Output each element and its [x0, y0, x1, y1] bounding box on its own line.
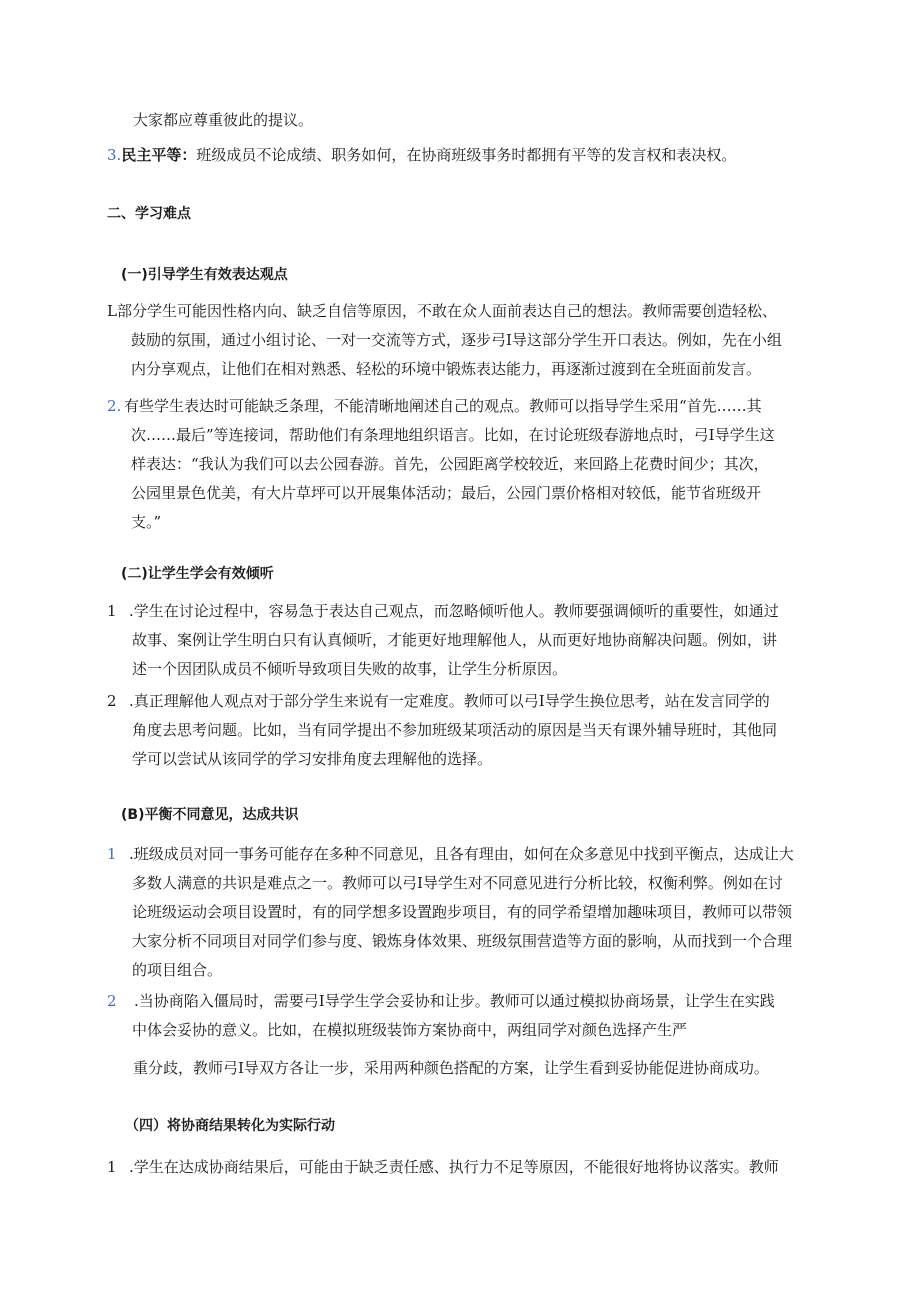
paragraph-line: 述一个因团队成员不倾听导致项目失败的故事，让学生分析原因。: [132, 660, 568, 678]
paragraph-3-3: 重分歧，教师弓I导双方各让一步，采用两种颜色搭配的方案，让学生看到妥协能促进协商成功。: [133, 1059, 769, 1077]
paragraph-line: 次……最后”等连接词，帮助他们有条理地组织语言。比如，在讨论班级春游地点时，弓I导学生这: [131, 426, 775, 444]
list-number: 1: [107, 1158, 117, 1176]
paragraph-line: 大家分析不同项目对同学们参与度、锻炼身体效果、班级氛围营造等方面的影响，从而找到一个合理: [132, 932, 793, 950]
paragraph-line: 多数人满意的共识是难点之一。教师可以弓I导学生对不同意见进行分析比较，权衡利弊。例如在讨: [132, 874, 783, 892]
item-text: 班级成员不论成绩、职务如何，在协商班级事务时都拥有平等的发言权和表决权。: [196, 146, 737, 164]
item-term: 民主平等：: [121, 146, 197, 164]
paragraph-3-1: [107, 840, 794, 985]
paragraph-line: 角度去思考问题。比如，当有同学提出不参加班级某项活动的原因是当天有课外辅导班时，其他同: [132, 721, 778, 739]
paragraph-line: .当协商陷入僵局时，需要弓I导学生学会妥协和让步。教师可以通过模拟协商场景，让学生在实践: [134, 992, 775, 1010]
subsection-heading-4: （四）将协商结果转化为实际行动: [125, 1118, 335, 1134]
paragraph-4-1: [107, 1153, 779, 1182]
paragraph-line: 中体会妥协的意义。比如，在模拟班级装饰方案协商中，两组同学对颜色选择产生严: [132, 1021, 688, 1039]
paragraph-line: 鼓励的氛围，通过小组讨论、一对一交流等方式，逐步弓I导这部分学生开口表达。例如，先在小组: [131, 331, 782, 349]
paragraph-line: .学生在达成协商结果后，可能由于缺乏责任感、执行力不足等原因，不能很好地将协议落实。教师: [129, 1158, 779, 1176]
list-number: 1: [107, 602, 117, 620]
list-number: 2: [107, 992, 117, 1010]
continuation-text: 大家都应尊重彼此的提议。: [133, 111, 314, 129]
paragraph-line: 的项目组合。: [132, 961, 223, 979]
paragraph-line: .学生在讨论过程中，容易急于表达自己观点，而忽略倾听他人。教师要强调倾听的重要性，如通过: [129, 602, 779, 620]
paragraph-line: 论班级运动会项目设置时，有的同学想多设置跑步项目，有的同学希望增加趣味项目，教师可以带领: [132, 903, 793, 921]
list-number: 2.: [107, 397, 122, 415]
paragraph-1-1: [107, 297, 782, 384]
list-number: 2: [107, 692, 117, 710]
subsection-heading-2: (二)让学生学会有效倾听: [121, 566, 274, 582]
paragraph-line: 有些学生表达时可能缺乏条理，不能清晰地阐述自己的观点。教师可以指导学生采用“首先……其: [124, 397, 762, 415]
paragraph-line: 故事、案例让学生明白只有认真倾听，才能更好地理解他人，从而更好地协商解决问题。例如，讲: [132, 631, 778, 649]
subsection-heading-1: (一)引导学生有效表达观点: [121, 267, 288, 283]
paragraph-2-1: [107, 597, 779, 684]
paragraph-line: 学可以尝试从该同学的学习安排角度去理解他的选择。: [132, 750, 493, 768]
paragraph-line: .班级成员对同一事务可能存在多种不同意见，且各有理由，如何在众多意见中找到平衡点，达成让大: [129, 845, 794, 863]
item-number: 3.: [107, 146, 122, 164]
subsection-heading-3: (B)平衡不同意见，达成共识: [121, 807, 299, 823]
paragraph-line: 内分享观点，让他们在相对熟悉、轻松的环境中锻炼表达能力，再逐渐过渡到在全班面前发言。: [131, 360, 762, 378]
paragraph-line: 样表达：“我认为我们可以去公园春游。首先，公园距离学校较近，来回路上花费时间少；其次，: [131, 455, 769, 473]
paragraph-line: 支。”: [131, 513, 162, 531]
paragraph-1-2: [107, 392, 775, 537]
paragraph-line: .真正理解他人观点对于部分学生来说有一定难度。教师可以弓I导学生换位思考，站在发言同学的: [129, 692, 770, 710]
paragraph-2-2: [107, 687, 777, 774]
paragraph-line: L部分学生可能因性格内向、缺乏自信等原因，不敢在众人面前表达自己的想法。教师需要创造轻松、: [107, 302, 777, 320]
paragraph-3-2: [107, 987, 775, 1045]
list-number: 1: [107, 845, 117, 863]
paragraph-line: 公园里景色优美，有大片草坪可以开展集体活动；最后，公园门票价格相对较低，能节省班级开: [131, 484, 762, 502]
item-democratic-equality: [107, 141, 736, 170]
section-heading: 二、学习难点: [107, 206, 191, 222]
